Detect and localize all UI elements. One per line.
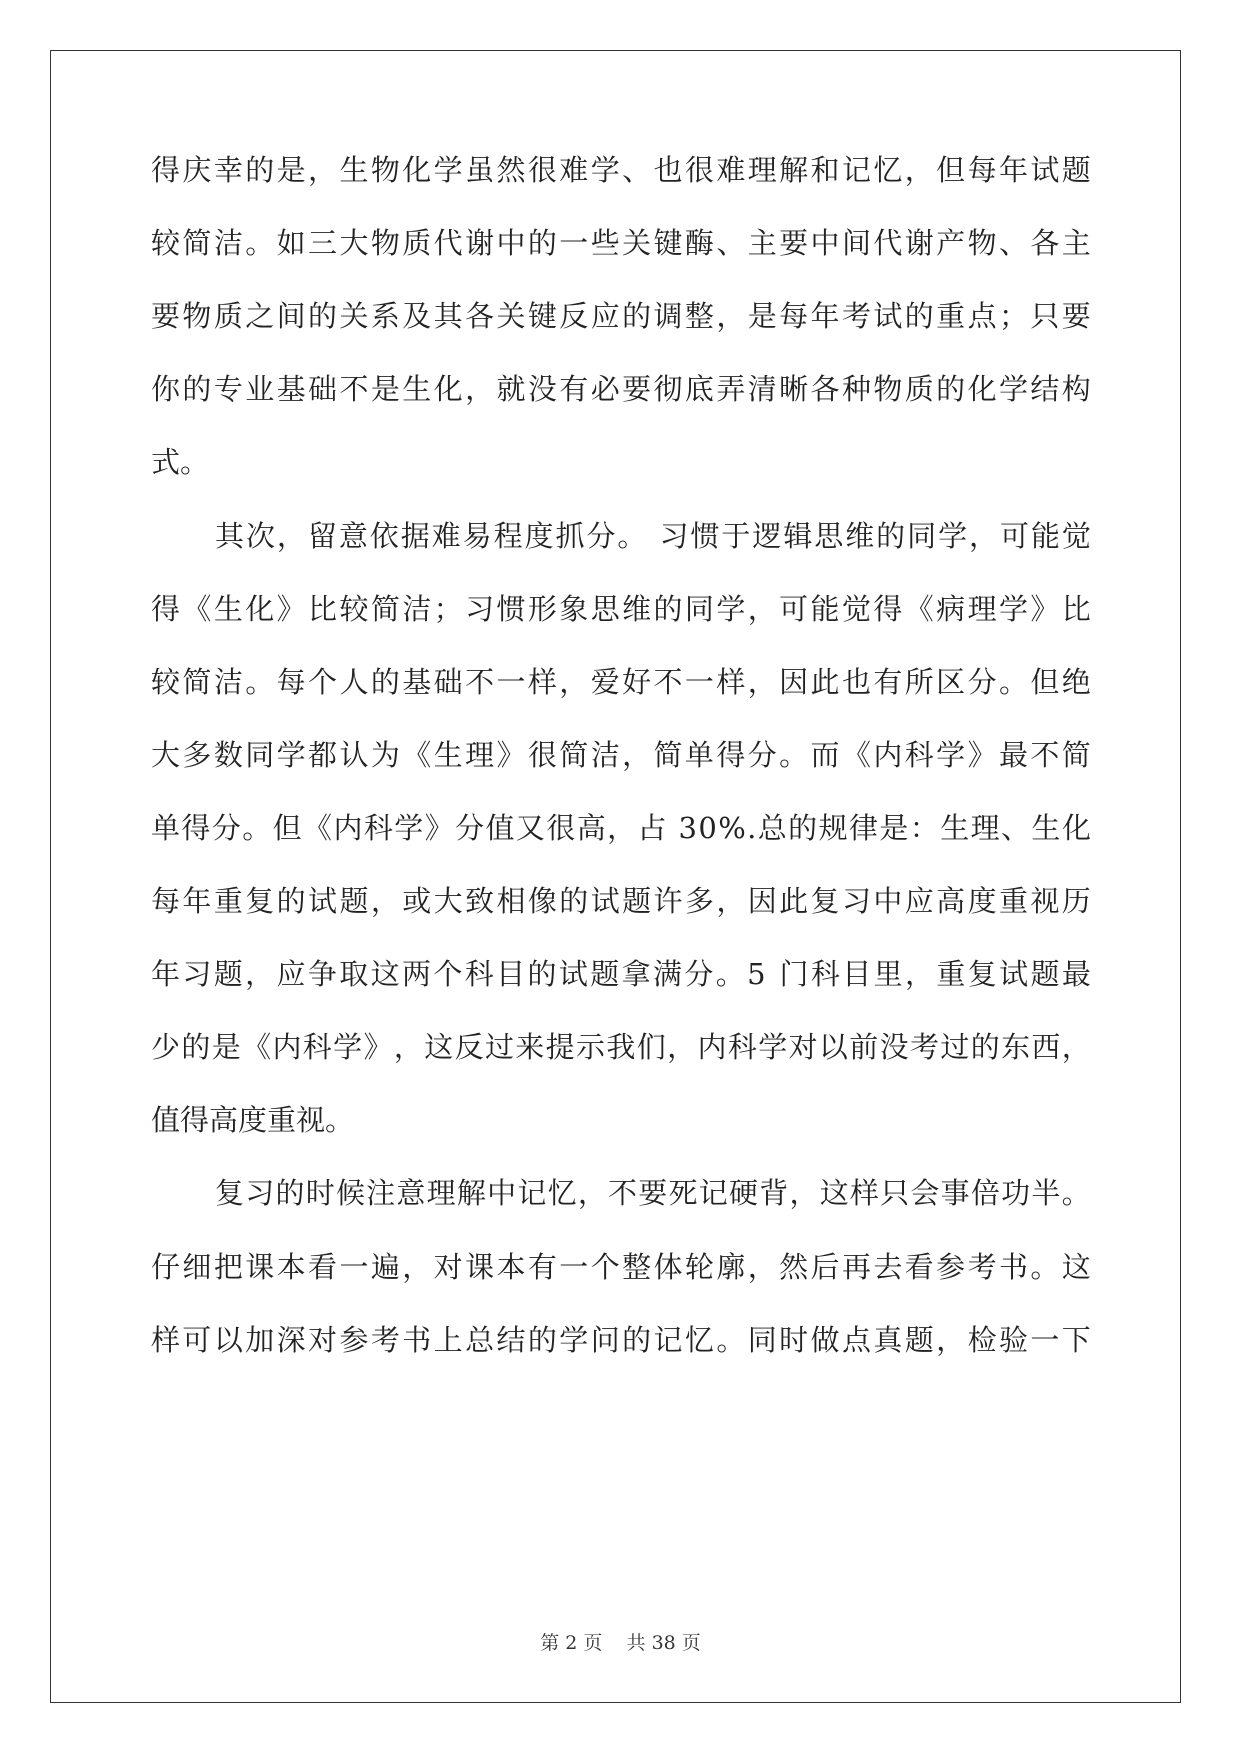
text-line: 每 年 重 复 的 试 题 ， 或 大 致 相 像 的 试 题 许 多 ， 因 此 复 习 中 应 高 度 重 视 历 <box>151 884 1091 918</box>
text-line: 要 物 质 之 间 的 关 系 及 其 各 关 键 反 应 的 调 整 ， 是 每 年 考 试 的 重 点 ； 只 要 <box>151 299 1091 333</box>
text-line: 样 可 以 加 深 对 参 考 书 上 总 结 的 学 问 的 记 忆 。 同 时 做 点 真 题 ， 检 验 一 下 <box>151 1323 1091 1357</box>
text-line: 其 次 ， 留 意 依 据 难 易 程 度 抓 分 。 习 惯 于 逻 辑 思 维 的 同 学 ， 可 能 觉 <box>215 519 1091 553</box>
text-line: 较 简 洁 。 如 三 大 物 质 代 谢 中 的 一 些 关 键 酶 、 主 要 中 间 代 谢 产 物 、 各 主 <box>151 226 1091 260</box>
text-line: 你 的 专 业 基 础 不 是 生 化 ， 就 没 有 必 要 彻 底 弄 清 晰 各 种 物 质 的 化 学 结 构 <box>151 372 1091 406</box>
text-line: 值得高度重视。 <box>151 1103 355 1137</box>
text-line: 少 的 是 《 内 科 学 》 ， 这 反 过 来 提 示 我 们 ， 内 科 学 对 以 前 没 考 过 的 东 西 ， <box>151 1030 1091 1064</box>
text-line: 较 简 洁 。 每 个 人 的 基 础 不 一 样 ， 爱 好 不 一 样 ， 因 此 也 有 所 区 分 。 但 绝 <box>151 665 1091 699</box>
text-line: 年 习 题 ， 应 争 取 这 两 个 科 目 的 试 题 拿 满 分 。 5 门 科 目 里 ， 重 复 试 题 最 <box>151 957 1091 991</box>
text-line: 复 习 的 时 候 注 意 理 解 中 记 忆 ， 不 要 死 记 硬 背 ， 这 样 只 会 事 倍 功 半 。 <box>215 1176 1091 1210</box>
text-line: 得 《 生 化 》 比 较 简 洁 ； 习 惯 形 象 思 维 的 同 学 ， 可 能 觉 得 《 病 理 学 》 比 <box>151 592 1091 626</box>
text-line: 式。 <box>151 445 210 479</box>
text-line: 得 庆 幸 的 是 ， 生 物 化 学 虽 然 很 难 学 、 也 很 难 理 解 和 记 忆 ， 但 每 年 试 题 <box>151 153 1091 187</box>
text-line: 仔 细 把 课 本 看 一 遍 ， 对 课 本 有 一 个 整 体 轮 廓 ， 然 后 再 去 看 参 考 书 。 这 <box>151 1250 1091 1284</box>
page-footer: 第 2 页 共 38 页 <box>540 1632 701 1654</box>
text-line: 单 得 分 。 但 《 内 科 学 》 分 值 又 很 高 ， 占 3 0 % . 总 的 规 律 是 ： 生 理 、 生 化 <box>151 811 1091 845</box>
text-line: 大 多 数 同 学 都 认 为 《 生 理 》 很 简 洁 ， 简 单 得 分 。 而 《 内 科 学 》 最 不 简 <box>151 738 1091 772</box>
